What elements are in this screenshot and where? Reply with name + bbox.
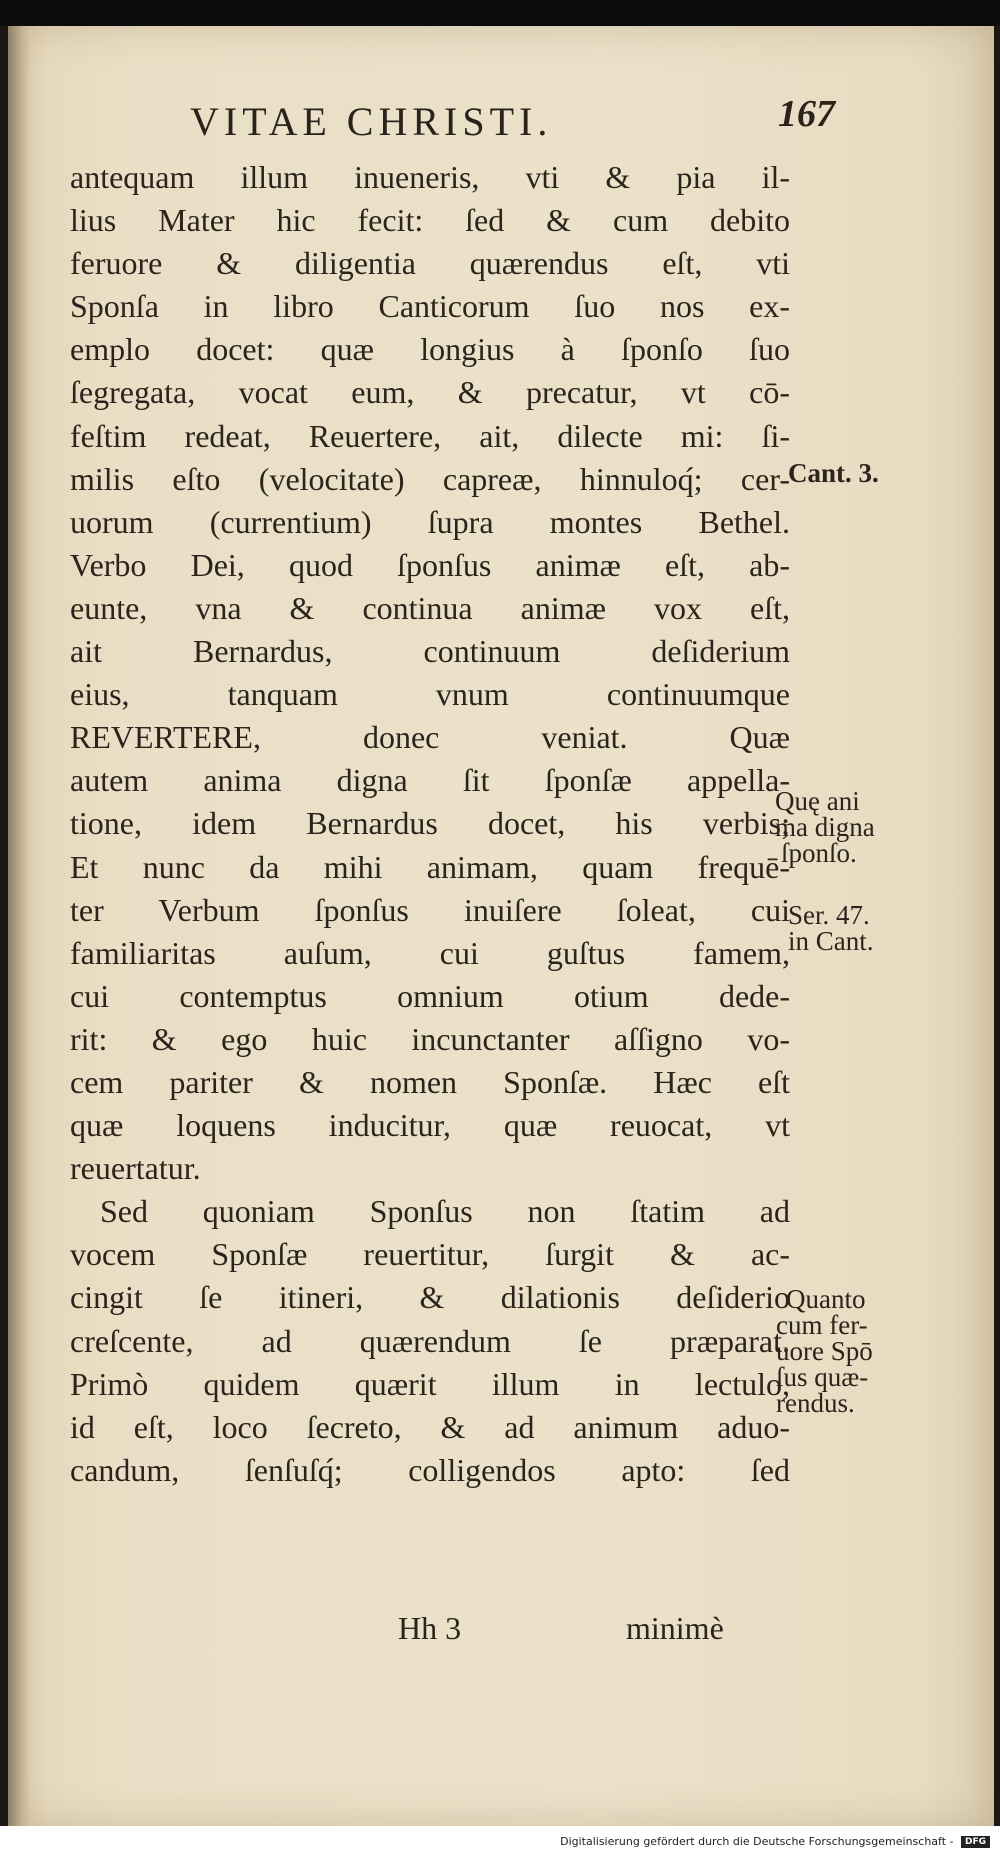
text-line: ait Bernardus, continuum deſiderium bbox=[70, 633, 790, 670]
margin-note-line: uore Spō bbox=[776, 1336, 873, 1366]
text-line: vocem Sponſæ reuertitur, ſurgit & ac- bbox=[70, 1236, 790, 1273]
margin-note-line: Quanto bbox=[786, 1284, 866, 1314]
text-line: Sponſa in libro Canticorum ſuo nos ex- bbox=[70, 288, 790, 325]
margin-note-que bbox=[775, 788, 875, 866]
text-line: Et nunc da mihi animam, quam frequē- bbox=[70, 848, 790, 885]
text-line: tione, idem Bernardus docet, his verbis; bbox=[70, 805, 790, 842]
page-number: 167 bbox=[778, 93, 835, 135]
text-line: lius Mater hic fecit: ſed & cum debito bbox=[70, 202, 790, 239]
margin-note-line: cum fer- bbox=[776, 1310, 868, 1340]
text-line: rit: & ego huic incunctanter aſſigno vo- bbox=[70, 1020, 790, 1057]
text-line: creſcente, ad quærendum ſe præparat. bbox=[70, 1322, 790, 1359]
margin-note-cant: Cant. 3. bbox=[788, 458, 879, 488]
margin-note-line: ma digna bbox=[775, 812, 875, 842]
text-line: REVERTERE, donec veniat. Quæ bbox=[70, 719, 790, 756]
text-line: ſegregata, vocat eum, & precatur, vt cō- bbox=[70, 374, 790, 411]
scan-top-border bbox=[0, 0, 1000, 26]
page-gutter-shadow bbox=[8, 26, 30, 1826]
running-head: VITAE CHRISTI. bbox=[190, 99, 553, 144]
text-line: cingit ſe itineri, & dilationis deſiderio bbox=[70, 1279, 790, 1316]
dfg-logo-icon: DFG bbox=[961, 1836, 990, 1848]
text-line: id eſt, loco ſecreto, & ad animum aduo- bbox=[70, 1408, 790, 1445]
text-line: Sed quoniam Sponſus non ſtatim ad bbox=[100, 1193, 790, 1230]
catchword: minimè bbox=[626, 1610, 724, 1646]
margin-note-line: Quę ani bbox=[775, 786, 860, 816]
text-line: uorum (currentium) ſupra montes Bethel. bbox=[70, 503, 790, 540]
margin-note-line: in Cant. bbox=[788, 926, 874, 956]
text-line: familiaritas auſum, cui guſtus famem, bbox=[70, 934, 790, 971]
text-line: reuertatur. bbox=[70, 1150, 201, 1187]
text-line: Verbo Dei, quod ſponſus animæ eſt, ab- bbox=[70, 546, 790, 583]
body-text bbox=[70, 156, 790, 1492]
text-line: autem anima digna ſit ſponſæ appella- bbox=[70, 762, 790, 799]
text-line: Primò quidem quærit illum in lectulo, bbox=[70, 1365, 790, 1402]
text-line: quæ loquens inducitur, quæ reuocat, vt bbox=[70, 1107, 790, 1144]
text-line: candum, ſenſuſq́; colligendos apto: ſed bbox=[70, 1451, 790, 1488]
text-line: ter Verbum ſponſus inuiſere ſoleat, cui bbox=[70, 891, 790, 928]
margin-note-quanto bbox=[776, 1286, 873, 1416]
signature-mark: Hh 3 bbox=[398, 1610, 462, 1646]
text-line: cem pariter & nomen Sponſæ. Hæc eſt bbox=[70, 1063, 790, 1100]
credit-text: Digitalisierung gefördert durch die Deutsche Forschungsgemeinschaft - bbox=[560, 1835, 954, 1848]
text-line: milis eſto (velocitate) capreæ, hinnuloq́; cer- bbox=[70, 460, 790, 497]
margin-note-line: Ser. 47. bbox=[788, 900, 870, 930]
text-line: antequam illum inueneris, vti & pia il- bbox=[70, 159, 790, 195]
text-line: emplo docet: quæ longius à ſponſo ſuo bbox=[70, 331, 790, 368]
margin-note-line: ſus quæ- bbox=[776, 1362, 869, 1392]
digitization-footer bbox=[0, 1826, 1000, 1863]
margin-note-line: ſponſo. bbox=[781, 838, 857, 868]
text-line: eius, tanquam vnum continuumque bbox=[70, 676, 790, 713]
credit-line bbox=[560, 1835, 990, 1848]
text-line: eunte, vna & continua animæ vox eſt, bbox=[70, 589, 790, 626]
margin-note-line: rendus. bbox=[776, 1388, 855, 1418]
margin-note-ser bbox=[788, 902, 874, 954]
text-line: cui contemptus omnium otium dede- bbox=[70, 977, 790, 1014]
text-line: feruore & diligentia quærendus eſt, vti bbox=[70, 245, 790, 282]
text-line: feſtim redeat, Reuertere, ait, dilecte mi: ſi- bbox=[70, 417, 790, 454]
